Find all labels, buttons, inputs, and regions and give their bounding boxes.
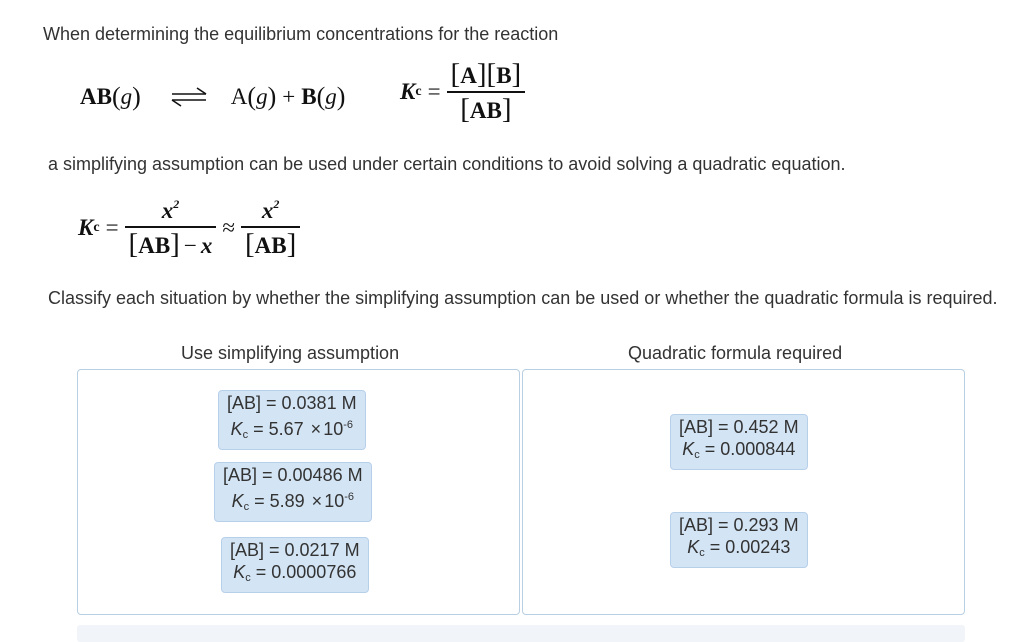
intro-text: When determining the equilibrium concentrations for the reaction (43, 24, 559, 44)
kc-expression: K c = $\frac{[A][B]}{[AB]}$ (400, 60, 525, 124)
bottom-panel-edge (77, 625, 965, 642)
card-ab-0.0381[interactable]: [AB] = 0.0381 M $K_c = 5.67 \times 10^{-6}$ (218, 390, 366, 450)
card-ab-0.293[interactable]: [AB] = 0.293 M $K_c = 0.00243$ (670, 512, 808, 568)
product-a-phase: g (256, 84, 268, 109)
bin-quadratic[interactable] (522, 369, 965, 615)
bin-title-quadratic: Quadratic formula required (628, 343, 843, 363)
exact-fraction: $\frac{x^2}{[AB] - x}$ (125, 197, 217, 259)
reactant-formula: AB (80, 84, 112, 109)
product-a-formula: A (230, 84, 248, 109)
product-b-formula: B (301, 84, 317, 109)
card-ab-0.00486[interactable]: [AB] = 0.00486 M $K_c = 5.89 \times 10^{-6}$ (214, 462, 372, 522)
reactant-phase: g (120, 84, 133, 109)
approximation-expression: K c = $\frac{x^2}{[AB] - x}$ ≈ $\frac{x^2}{[AB]}$ (78, 197, 300, 259)
product-b-phase: g (325, 84, 337, 109)
assumption-text: a simplifying assumption can be used under certain conditions to avoid solving a quadratic equation. (48, 154, 846, 174)
plus-sign: + (282, 84, 296, 109)
approx-fraction: $\frac{x^2}{[AB]}$ (241, 197, 300, 259)
bin-simplify[interactable] (77, 369, 520, 615)
card-ab-0.452[interactable]: [AB] = 0.452 M $K_c = 0.000844$ (670, 414, 808, 470)
instruction-text: Classify each situation by whether the simplifying assumption can be used or whether the quadratic formula is required. (48, 288, 998, 308)
equilibrium-arrows-icon (169, 85, 209, 109)
reaction-equation: AB ( g ) A ( g ) + B ( g ) (80, 82, 346, 111)
bin-title-simplify: Use simplifying assumption (181, 343, 400, 363)
kc-symbol: K (400, 78, 416, 104)
card-ab-0.0217[interactable]: [AB] = 0.0217 M $K_c = 0.0000766$ (221, 537, 369, 593)
kc-fraction: $\frac{[A][B]}{[AB]}$ (447, 60, 526, 124)
